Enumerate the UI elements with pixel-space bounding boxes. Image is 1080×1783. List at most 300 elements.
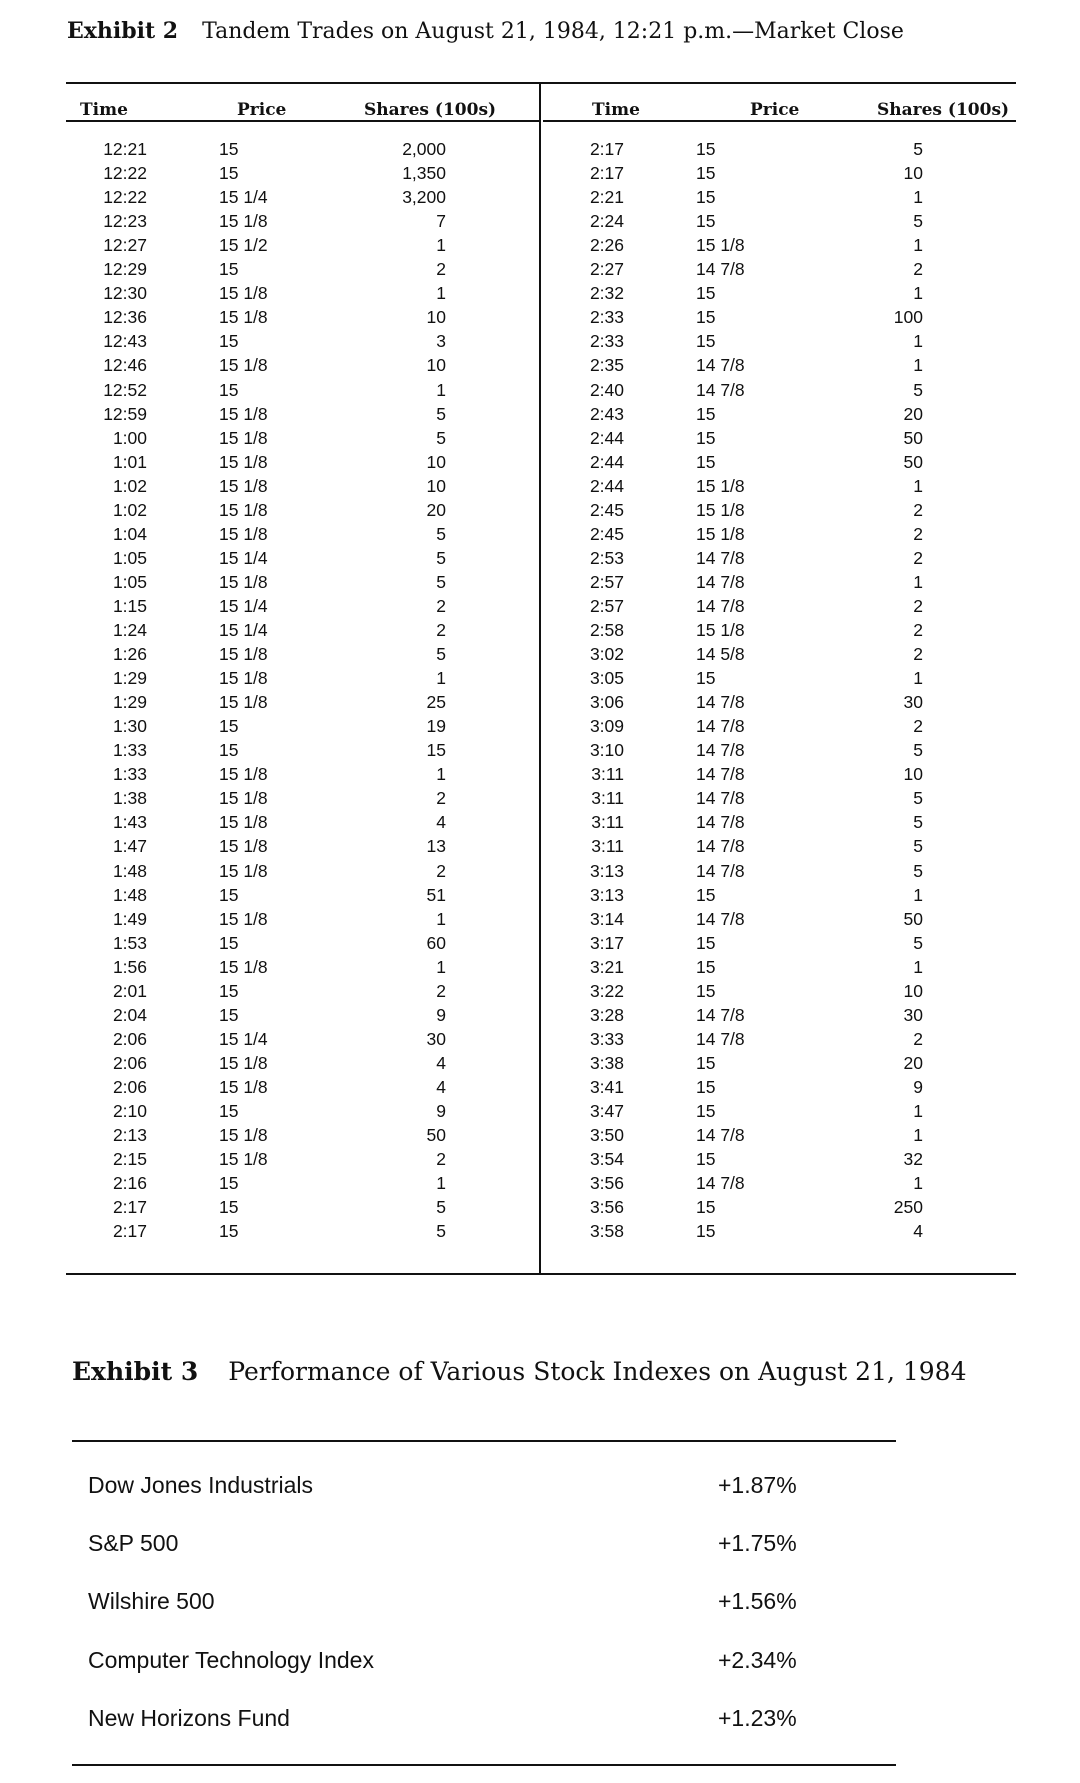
table-row <box>545 1123 1015 1147</box>
trade-price: 15 <box>219 716 239 737</box>
trade-shares: 32 <box>903 1149 923 1170</box>
trade-time: 2:58 <box>589 620 624 640</box>
trade-shares: 2 <box>913 620 923 640</box>
table-row <box>545 1099 1015 1123</box>
trade-time: 2:57 <box>589 571 624 592</box>
trade-price: 14 7/8 <box>696 1028 745 1049</box>
trade-time: 1:02 <box>112 499 147 520</box>
table-row <box>68 979 538 1003</box>
table-bottom-rule <box>66 1273 1016 1275</box>
table-row <box>68 642 538 666</box>
table-row <box>68 281 538 305</box>
table-row <box>545 907 1015 931</box>
trade-time: 3:41 <box>589 1076 624 1097</box>
trade-shares: 2 <box>913 644 923 665</box>
table-row <box>68 257 538 281</box>
trade-price: 15 1/8 <box>219 692 268 713</box>
trade-shares: 1 <box>436 283 446 304</box>
trade-price: 14 7/8 <box>696 692 745 713</box>
trade-time: 12:46 <box>103 355 147 376</box>
trade-time: 3:05 <box>589 668 624 689</box>
trade-price: 15 <box>696 1197 716 1218</box>
trade-price: 14 7/8 <box>696 836 745 857</box>
trade-price: 14 7/8 <box>696 716 745 737</box>
table-row <box>68 305 538 329</box>
table-row <box>545 305 1015 329</box>
trade-shares: 2 <box>436 788 446 809</box>
table-row <box>68 907 538 931</box>
trade-time: 1:26 <box>112 644 147 665</box>
trade-price: 15 <box>219 331 239 352</box>
trade-price: 15 1/8 <box>219 451 268 472</box>
trade-time: 1:24 <box>112 620 147 640</box>
table-row <box>545 762 1015 786</box>
table-row <box>68 786 538 810</box>
table-row <box>68 546 538 570</box>
trade-price: 15 <box>219 1004 239 1025</box>
trade-price: 15 <box>696 1076 716 1097</box>
trade-time: 1:30 <box>112 716 147 737</box>
trade-time: 3:50 <box>589 1125 624 1146</box>
exhibit-2-caption: Tandem Trades on August 21, 1984, 12:21 p.m.—Market Close <box>202 19 904 44</box>
table-row <box>68 161 538 185</box>
table-row <box>68 474 538 498</box>
trade-price: 15 1/8 <box>219 475 268 496</box>
trade-time: 1:33 <box>112 740 147 761</box>
trade-price: 15 <box>696 283 716 304</box>
trade-shares: 7 <box>436 211 446 232</box>
trade-time: 1:38 <box>112 788 147 809</box>
table-row <box>68 834 538 858</box>
trade-shares: 50 <box>903 451 923 472</box>
trade-time: 1:47 <box>112 836 147 857</box>
trade-price: 15 1/8 <box>219 1149 268 1170</box>
trade-shares: 20 <box>426 499 446 520</box>
trade-time: 2:44 <box>589 427 624 448</box>
trade-price: 15 1/8 <box>219 1052 268 1073</box>
trade-time: 1:48 <box>112 860 147 881</box>
exhibit-2-title <box>67 18 904 44</box>
trade-price: 15 1/8 <box>219 788 268 809</box>
table-row <box>545 1147 1015 1171</box>
table-row <box>68 1099 538 1123</box>
table-row <box>545 498 1015 522</box>
trade-price: 14 7/8 <box>696 860 745 881</box>
trade-shares: 2 <box>913 523 923 544</box>
trade-time: 3:14 <box>589 908 624 929</box>
trade-price: 15 <box>696 932 716 953</box>
table-row <box>68 931 538 955</box>
trade-price: 15 1/8 <box>219 908 268 929</box>
trade-shares: 2 <box>436 595 446 616</box>
index-row <box>88 1698 888 1738</box>
trade-time: 3:21 <box>589 956 624 977</box>
trade-price: 15 <box>696 403 716 424</box>
trade-price: 14 7/8 <box>696 355 745 376</box>
trade-shares: 51 <box>426 884 446 905</box>
table-row <box>545 1219 1015 1243</box>
trade-time: 1:53 <box>112 932 147 953</box>
table-row <box>68 618 538 642</box>
trade-price: 14 7/8 <box>696 379 745 400</box>
trade-shares: 2 <box>913 1028 923 1049</box>
trade-price: 15 <box>696 668 716 689</box>
trade-price: 15 <box>696 1052 716 1073</box>
trade-time: 3:13 <box>589 884 624 905</box>
table-row <box>545 402 1015 426</box>
trade-time: 1:00 <box>112 427 147 448</box>
left-time-header: Time <box>80 100 128 120</box>
table-row <box>545 137 1015 161</box>
table-row <box>545 185 1015 209</box>
left-price-header: Price <box>237 100 287 120</box>
trade-price: 15 1/8 <box>219 956 268 977</box>
table-row <box>68 1003 538 1027</box>
table-row <box>68 1195 538 1219</box>
table-row <box>545 859 1015 883</box>
trade-time: 3:56 <box>589 1197 624 1218</box>
trade-time: 3:22 <box>589 980 624 1001</box>
trade-shares: 19 <box>426 716 446 737</box>
trade-shares: 2 <box>913 716 923 737</box>
trade-price: 14 7/8 <box>696 740 745 761</box>
trade-time: 12:59 <box>103 403 147 424</box>
trade-shares: 5 <box>436 547 446 568</box>
trade-shares: 5 <box>436 1221 446 1242</box>
trade-shares: 30 <box>903 692 923 713</box>
trade-shares: 1 <box>436 379 446 400</box>
table-row <box>68 426 538 450</box>
index-change: +1.87% <box>718 1472 797 1498</box>
table-row <box>545 522 1015 546</box>
table-row <box>68 233 538 257</box>
trade-time: 1:15 <box>112 595 147 616</box>
index-table-top-rule <box>72 1440 896 1442</box>
trade-price: 15 <box>219 1101 239 1121</box>
trade-shares: 5 <box>913 932 923 953</box>
trade-price: 15 <box>696 980 716 1001</box>
trade-time: 1:43 <box>112 812 147 833</box>
trade-shares: 13 <box>426 836 446 857</box>
trade-time: 2:27 <box>589 259 624 280</box>
table-row <box>68 1147 538 1171</box>
table-row <box>545 474 1015 498</box>
table-row <box>68 329 538 353</box>
trade-time: 12:23 <box>103 211 147 232</box>
trade-time: 3:11 <box>591 812 624 833</box>
trade-time: 2:17 <box>589 163 624 184</box>
trade-time: 2:21 <box>589 187 624 208</box>
trade-price: 14 7/8 <box>696 1004 745 1025</box>
table-row <box>68 378 538 402</box>
trade-time: 2:15 <box>112 1149 147 1170</box>
trade-shares: 10 <box>903 163 923 184</box>
table-row <box>545 329 1015 353</box>
trade-time: 1:49 <box>112 908 147 929</box>
table-row <box>545 1003 1015 1027</box>
trade-price: 15 1/4 <box>219 620 268 640</box>
exhibit-2-label: Exhibit 2 <box>67 18 179 44</box>
trade-time: 2:10 <box>112 1101 147 1121</box>
trade-price: 14 7/8 <box>696 812 745 833</box>
table-center-divider <box>539 82 541 1275</box>
trade-price: 15 <box>219 932 239 953</box>
table-row <box>545 378 1015 402</box>
trade-price: 15 1/8 <box>219 764 268 785</box>
trade-shares: 1 <box>913 1125 923 1146</box>
exhibit-3-caption: Performance of Various Stock Indexes on August 21, 1984 <box>228 1357 967 1386</box>
trade-time: 1:33 <box>112 764 147 785</box>
trade-time: 1:48 <box>112 884 147 905</box>
trade-price: 15 <box>696 1101 716 1121</box>
trade-shares: 100 <box>893 307 923 328</box>
trade-shares: 2 <box>913 499 923 520</box>
table-row <box>545 570 1015 594</box>
trade-time: 12:21 <box>103 139 147 159</box>
trade-shares: 9 <box>913 1076 923 1097</box>
trade-shares: 1 <box>436 235 446 256</box>
table-row <box>545 1051 1015 1075</box>
right-header-rule <box>543 120 1016 122</box>
left-header-rule <box>66 120 539 122</box>
trade-time: 2:44 <box>589 475 624 496</box>
trade-shares: 1 <box>913 1101 923 1121</box>
trade-shares: 5 <box>436 427 446 448</box>
trade-shares: 1 <box>436 1173 446 1194</box>
trade-shares: 4 <box>436 1076 446 1097</box>
table-row <box>68 185 538 209</box>
right-time-header: Time <box>592 100 640 120</box>
trade-shares: 250 <box>893 1197 923 1218</box>
table-row <box>545 1075 1015 1099</box>
trade-price: 15 1/8 <box>219 283 268 304</box>
trade-price: 15 <box>696 1149 716 1170</box>
trade-shares: 2 <box>913 547 923 568</box>
trade-shares: 1,350 <box>402 163 446 184</box>
table-row <box>68 570 538 594</box>
index-change: +1.23% <box>718 1704 797 1731</box>
table-row <box>545 810 1015 834</box>
right-price-header: Price <box>750 100 800 120</box>
trade-shares: 2 <box>436 259 446 280</box>
trade-time: 12:29 <box>103 259 147 280</box>
table-row <box>545 738 1015 762</box>
trade-time: 3:28 <box>589 1004 624 1025</box>
trade-shares: 1 <box>913 571 923 592</box>
trade-shares: 1 <box>436 668 446 689</box>
table-row <box>68 666 538 690</box>
trade-shares: 10 <box>903 764 923 785</box>
trade-time: 3:54 <box>589 1149 624 1170</box>
trade-time: 3:56 <box>589 1173 624 1194</box>
trade-time: 3:17 <box>589 932 624 953</box>
trade-shares: 30 <box>903 1004 923 1025</box>
trade-shares: 5 <box>913 860 923 881</box>
table-row <box>68 594 538 618</box>
trade-time: 2:44 <box>589 451 624 472</box>
trade-price: 15 1/8 <box>219 644 268 665</box>
index-change: +1.75% <box>718 1530 797 1557</box>
index-row <box>88 1581 888 1621</box>
trade-time: 2:57 <box>589 595 624 616</box>
trade-price: 15 1/8 <box>696 475 745 496</box>
trade-time: 2:35 <box>589 355 624 376</box>
trade-shares: 5 <box>913 211 923 232</box>
table-row <box>68 1027 538 1051</box>
trade-shares: 25 <box>426 692 446 713</box>
trade-time: 1:04 <box>112 523 147 544</box>
trade-price: 14 7/8 <box>696 908 745 929</box>
trade-price: 15 1/4 <box>219 595 268 616</box>
trade-price: 15 <box>219 740 239 761</box>
trade-price: 15 <box>219 1197 239 1218</box>
trade-time: 2:16 <box>112 1173 147 1194</box>
table-row <box>545 931 1015 955</box>
trade-price: 15 <box>219 1173 239 1194</box>
trade-price: 15 1/8 <box>219 499 268 520</box>
table-row <box>68 1171 538 1195</box>
table-row <box>68 498 538 522</box>
trade-shares: 1 <box>913 235 923 256</box>
trade-shares: 10 <box>426 307 446 328</box>
table-row <box>545 209 1015 233</box>
trade-shares: 5 <box>913 139 923 159</box>
table-row <box>68 738 538 762</box>
trade-price: 15 1/8 <box>219 523 268 544</box>
trade-shares: 1 <box>913 1173 923 1194</box>
trade-shares: 50 <box>903 427 923 448</box>
trade-price: 15 1/4 <box>219 187 268 208</box>
trade-price: 15 <box>219 379 239 400</box>
trade-price: 15 1/8 <box>219 1125 268 1146</box>
trade-price: 15 1/8 <box>219 1076 268 1097</box>
trade-shares: 4 <box>913 1221 923 1242</box>
trade-shares: 10 <box>426 451 446 472</box>
trade-time: 12:36 <box>103 307 147 328</box>
table-row <box>68 1219 538 1243</box>
trade-shares: 5 <box>913 788 923 809</box>
trade-price: 15 1/8 <box>219 403 268 424</box>
exhibit-3-label: Exhibit 3 <box>72 1357 199 1386</box>
trade-shares: 1 <box>913 668 923 689</box>
table-row <box>68 883 538 907</box>
trade-price: 15 1/8 <box>219 427 268 448</box>
trade-shares: 5 <box>436 571 446 592</box>
trade-price: 15 1/8 <box>696 620 745 640</box>
trade-time: 3:38 <box>589 1052 624 1073</box>
trade-price: 14 7/8 <box>696 571 745 592</box>
trade-shares: 1 <box>436 764 446 785</box>
trade-price: 14 7/8 <box>696 788 745 809</box>
trade-shares: 1 <box>436 908 446 929</box>
trade-time: 3:10 <box>589 740 624 761</box>
table-top-rule <box>66 82 1016 84</box>
index-name: Computer Technology Index <box>88 1646 374 1673</box>
trade-price: 15 <box>696 307 716 328</box>
trade-time: 3:13 <box>589 860 624 881</box>
index-name: S&P 500 <box>88 1530 179 1557</box>
trade-shares: 1 <box>913 283 923 304</box>
trade-price: 14 7/8 <box>696 1173 745 1194</box>
trade-price: 15 1/2 <box>219 235 268 256</box>
table-row <box>545 546 1015 570</box>
table-row <box>68 714 538 738</box>
trade-shares: 10 <box>426 355 446 376</box>
table-row <box>545 834 1015 858</box>
trade-price: 15 1/8 <box>219 836 268 857</box>
trade-shares: 3,200 <box>402 187 446 208</box>
table-row <box>68 762 538 786</box>
trade-shares: 2 <box>913 259 923 280</box>
trade-time: 1:29 <box>112 692 147 713</box>
table-row <box>68 209 538 233</box>
trade-time: 1:01 <box>112 451 147 472</box>
trade-time: 1:56 <box>112 956 147 977</box>
trade-shares: 5 <box>913 812 923 833</box>
trade-time: 2:40 <box>589 379 624 400</box>
trade-time: 2:43 <box>589 403 624 424</box>
trade-shares: 10 <box>903 980 923 1001</box>
trade-price: 15 1/8 <box>696 235 745 256</box>
trade-shares: 1 <box>913 355 923 376</box>
trade-shares: 1 <box>913 187 923 208</box>
trade-time: 12:52 <box>103 379 147 400</box>
trade-time: 1:02 <box>112 475 147 496</box>
trade-price: 14 5/8 <box>696 644 745 665</box>
trade-shares: 5 <box>913 836 923 857</box>
trade-price: 15 1/8 <box>219 355 268 376</box>
trade-time: 3:11 <box>591 788 624 809</box>
table-row <box>545 883 1015 907</box>
trade-time: 2:32 <box>589 283 624 304</box>
trade-shares: 2 <box>436 620 446 640</box>
trade-shares: 2 <box>436 980 446 1001</box>
table-row <box>545 618 1015 642</box>
trade-price: 14 7/8 <box>696 547 745 568</box>
trade-shares: 1 <box>913 331 923 352</box>
trade-time: 2:45 <box>589 523 624 544</box>
table-row <box>545 281 1015 305</box>
index-table-bottom-rule <box>72 1764 896 1766</box>
table-row <box>545 161 1015 185</box>
trade-price: 15 <box>696 211 716 232</box>
table-row <box>545 426 1015 450</box>
index-row <box>88 1523 888 1563</box>
table-row <box>68 1051 538 1075</box>
trade-shares: 1 <box>436 956 446 977</box>
trade-price: 15 <box>219 1221 239 1242</box>
trade-shares: 1 <box>913 884 923 905</box>
table-row <box>545 450 1015 474</box>
trade-shares: 2 <box>436 1149 446 1170</box>
trade-shares: 10 <box>426 475 446 496</box>
trade-time: 2:17 <box>589 139 624 159</box>
trade-price: 15 <box>696 331 716 352</box>
table-row <box>545 353 1015 377</box>
right-shares-header: Shares (100s) <box>877 100 1010 120</box>
trade-time: 3:33 <box>589 1028 624 1049</box>
trade-price: 15 1/8 <box>219 668 268 689</box>
trade-shares: 4 <box>436 812 446 833</box>
trade-time: 2:26 <box>589 235 624 256</box>
table-row <box>545 690 1015 714</box>
trade-time: 2:24 <box>589 211 624 232</box>
table-row <box>68 859 538 883</box>
trade-shares: 5 <box>913 379 923 400</box>
trade-time: 2:45 <box>589 499 624 520</box>
table-row <box>68 522 538 546</box>
index-name: Dow Jones Industrials <box>88 1472 313 1498</box>
